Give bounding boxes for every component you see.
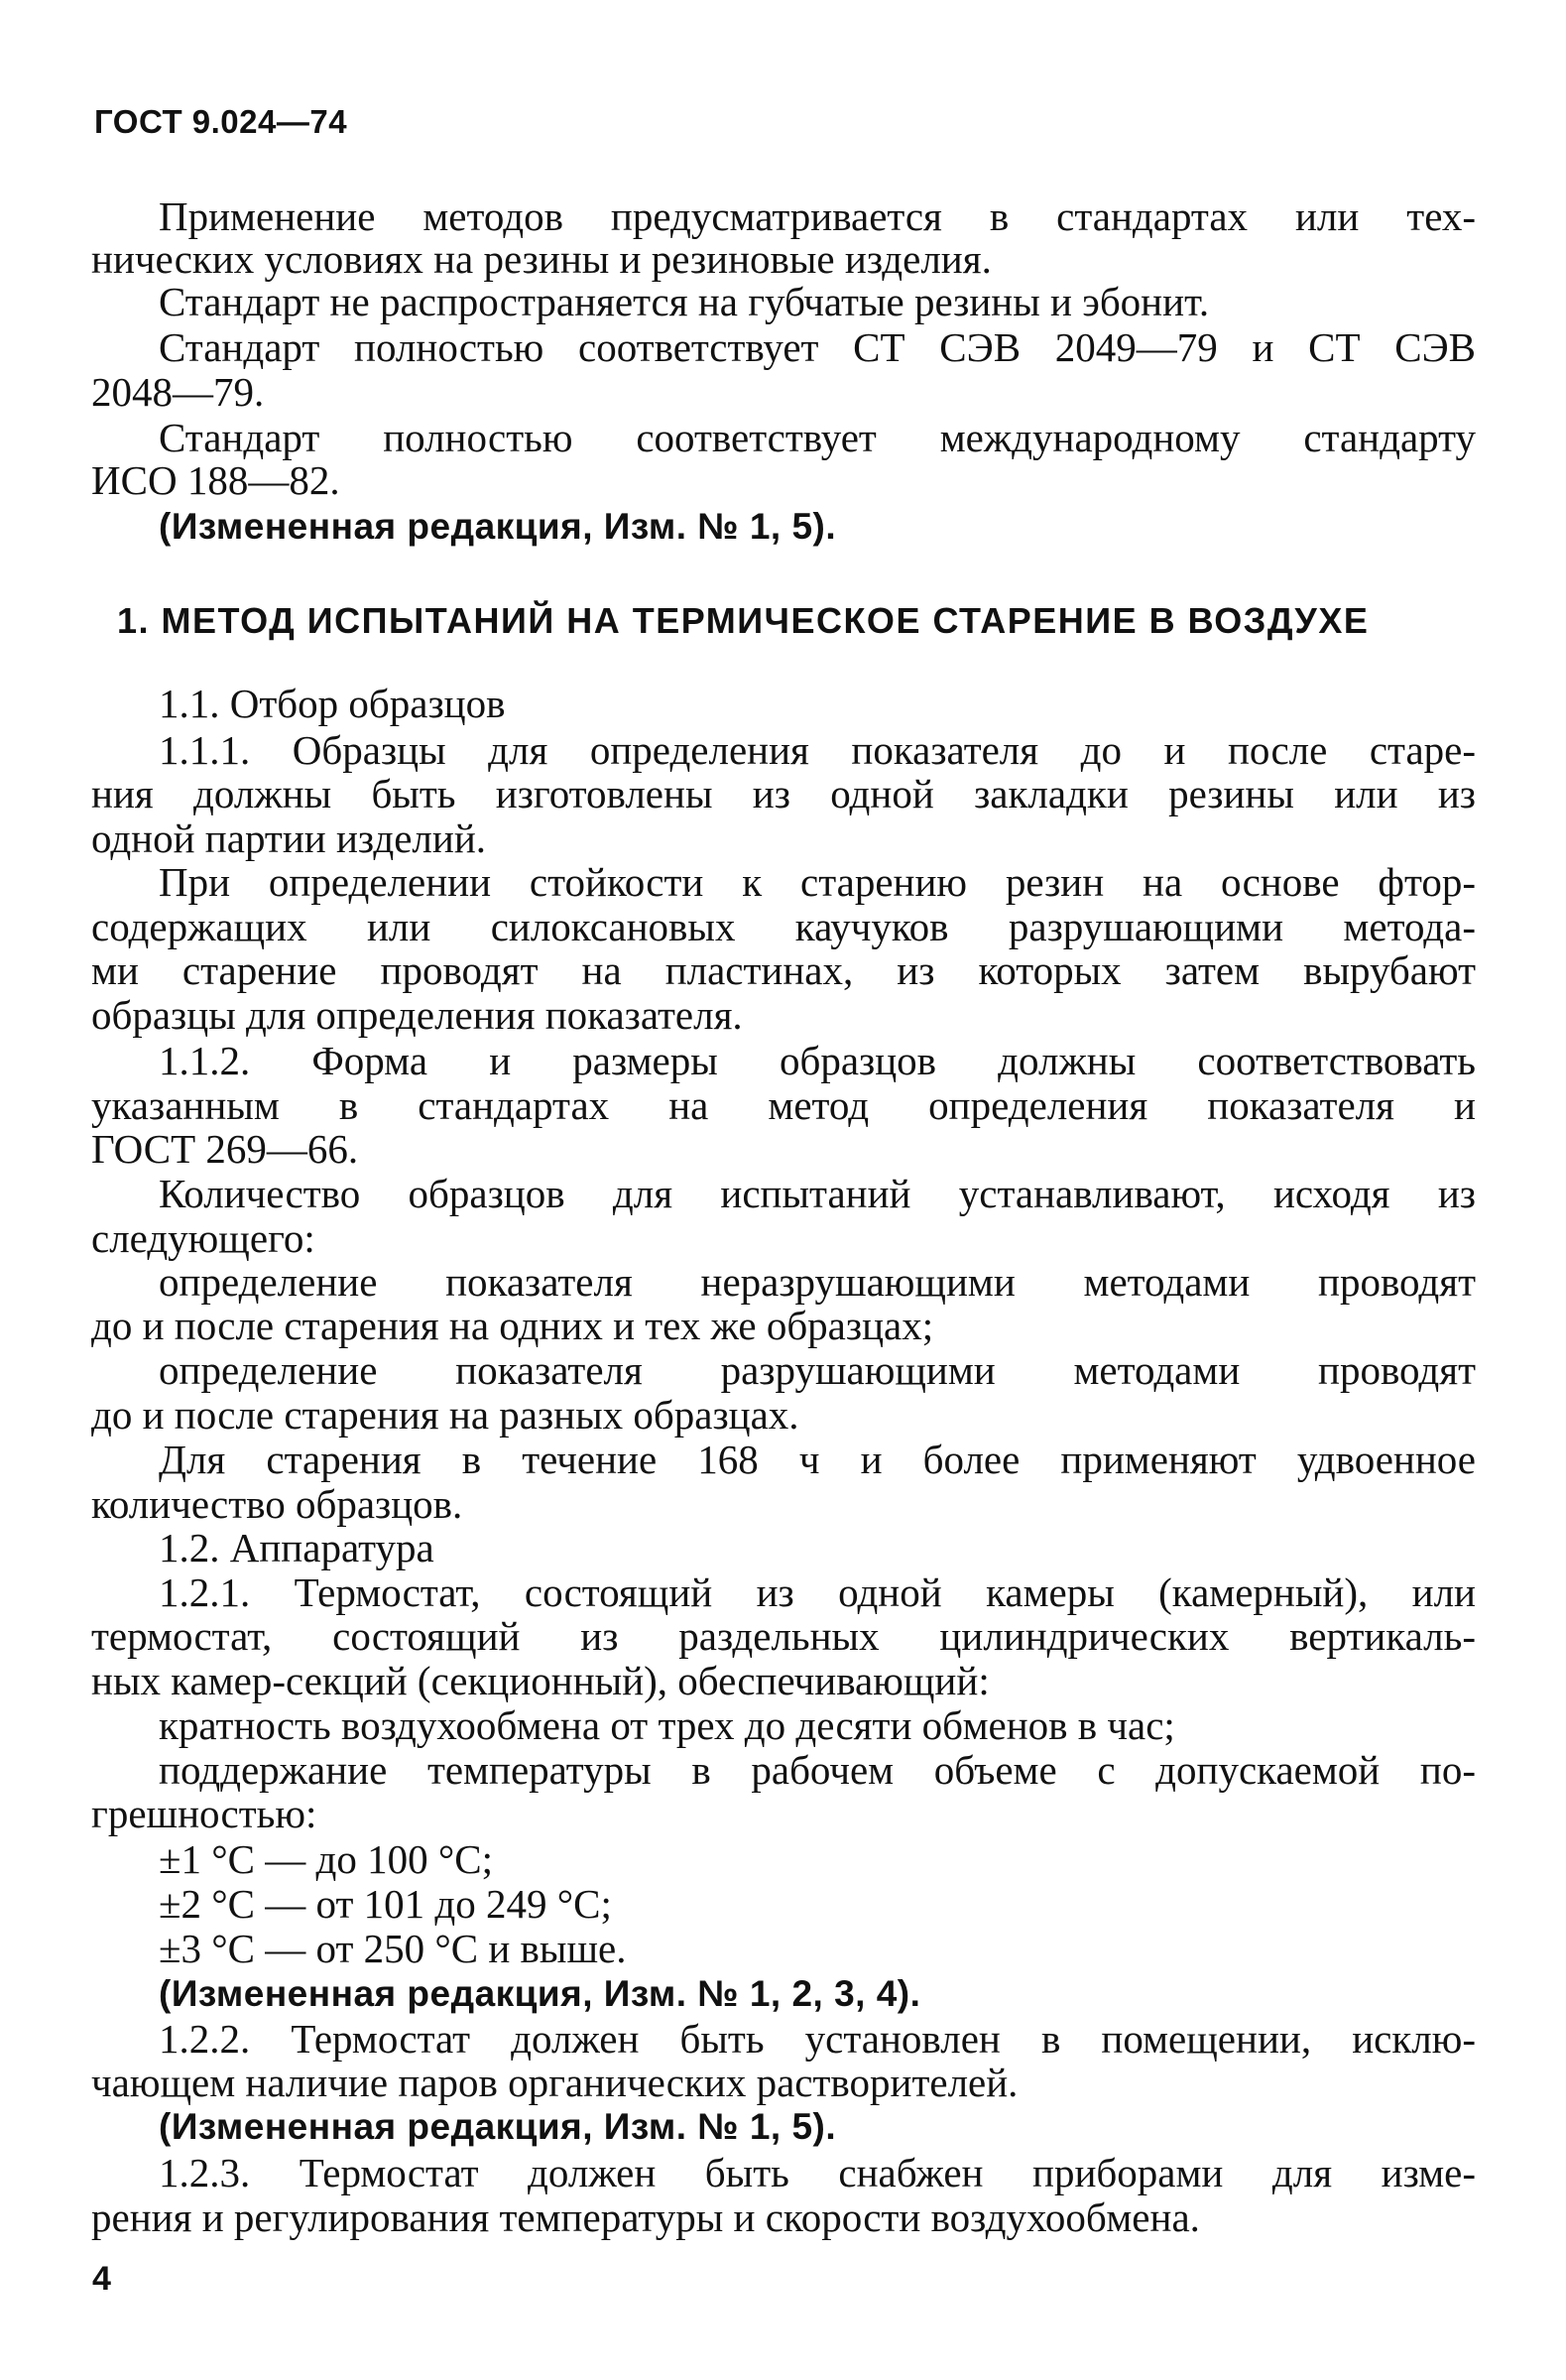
text-line: ных камер-секций (секционный), обеспечивающий: (91, 1658, 990, 1703)
text-line: определение показателя неразрушающими методами проводят (159, 1259, 1476, 1305)
text-line: 1.2.1. Термостат, состоящий из одной камеры (камерный), или (159, 1569, 1476, 1615)
section-heading: 1. МЕТОД ИСПЫТАНИЙ НА ТЕРМИЧЕСКОЕ СТАРЕНИЕ В ВОЗДУХЕ (117, 600, 1370, 641)
text-line: 1.2.2. Термостат должен быть установлен в помещении, исклю- (159, 2016, 1476, 2062)
text-line: кратность воздухообмена от трех до десяти обменов в час; (159, 1702, 1175, 1748)
text-line: образцы для определения показателя. (91, 992, 743, 1038)
text-line: Стандарт не распространяется на губчатые резины и эбонит. (159, 279, 1210, 324)
text-line: указанным в стандартах на метод определения показателя и (91, 1082, 1476, 1128)
text-line: количество образцов. (91, 1481, 463, 1527)
text-line: 2048—79. (91, 369, 265, 415)
amendment-note: (Измененная редакция, Изм. № 1, 5). (159, 506, 837, 547)
subsection-heading: 1.1. Отбор образцов (159, 681, 506, 726)
text-line: определение показателя разрушающими методами проводят (159, 1347, 1476, 1393)
tolerance-line: ±3 °С — от 250 °С и выше. (159, 1926, 627, 1971)
text-line: следующего: (91, 1215, 315, 1261)
text-line: 1.1.1. Образцы для определения показателя до и после старе- (159, 727, 1476, 773)
amendment-note: (Измененная редакция, Изм. № 1, 2, 3, 4). (159, 1973, 921, 2014)
tolerance-line: ±2 °С — от 101 до 249 °С; (159, 1881, 612, 1927)
text-line: ИСО 188—82. (91, 457, 340, 503)
text-line: 1.2.3. Термостат должен быть снабжен приборами для изме- (159, 2150, 1476, 2195)
text-line: ния должны быть изготовлены из одной закладки резины или из (91, 771, 1476, 816)
text-line: Стандарт полностью соответствует международному стандарту (159, 415, 1476, 460)
tolerance-line: ±1 °С — до 100 °С; (159, 1836, 493, 1882)
text-line: 1.1.2. Форма и размеры образцов должны соответствовать (159, 1038, 1476, 1083)
text-line: до и после старения на разных образцах. (91, 1392, 799, 1438)
text-line: термостат, состоящий из раздельных цилиндрических вертикаль- (91, 1613, 1476, 1659)
text-line: При определении стойкости к старению резин на основе фтор- (159, 859, 1476, 905)
text-line: содержащих или силоксановых каучуков разрушающими метода- (91, 904, 1476, 949)
subsection-heading: 1.2. Аппаратура (159, 1525, 434, 1570)
document-header: ГОСТ 9.024—74 (94, 103, 348, 140)
text-line: Стандарт полностью соответствует СТ СЭВ 2049—79 и СТ СЭВ (159, 324, 1476, 370)
text-line: чающем наличие паров органических растворителей. (91, 2060, 1019, 2105)
text-line: нических условиях на резины и резиновые изделия. (91, 236, 992, 282)
text-line: Применение методов предусматривается в стандартах или тех- (159, 193, 1476, 239)
text-line: рения и регулирования температуры и скорости воздухообмена. (91, 2194, 1200, 2240)
text-line: грешностью: (91, 1791, 317, 1836)
text-line: Для старения в течение 168 ч и более применяют удвоенное (159, 1437, 1476, 1482)
text-line: до и после старения на одних и тех же образцах; (91, 1303, 934, 1348)
amendment-note: (Измененная редакция, Изм. № 1, 5). (159, 2106, 837, 2147)
text-line: ми старение проводят на пластинах, из которых затем вырубают (91, 947, 1476, 993)
text-line: Количество образцов для испытаний устанавливают, исходя из (159, 1171, 1476, 1216)
text-line: одной партии изделий. (91, 815, 487, 861)
text-line: ГОСТ 269—66. (91, 1126, 359, 1172)
page-number: 4 (92, 2260, 111, 2298)
text-line: поддержание температуры в рабочем объеме с допускаемой по- (159, 1747, 1476, 1793)
